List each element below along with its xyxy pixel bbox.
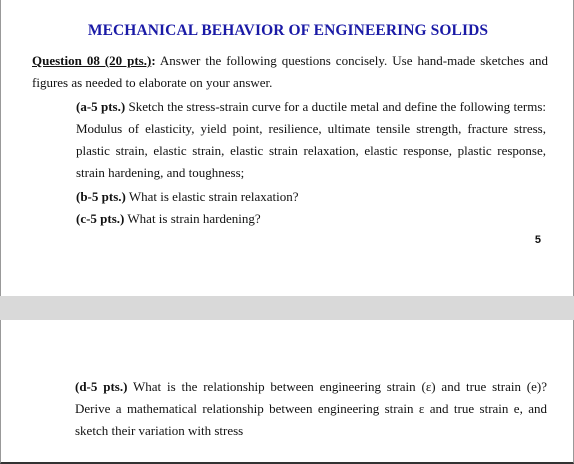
part-c-text: What is strain hardening? bbox=[124, 211, 261, 226]
part-d bbox=[75, 376, 547, 442]
part-a-text: Sketch the stress-strain curve for a ductile metal and define the following terms: Modulus of elasticity, yield point, resilience, ultimate tensile strength, fracture stress, plastic strain, elastic strain, elastic strain relaxation, elastic response, plastic response, strain hardening, and toughness; bbox=[76, 99, 546, 180]
part-b-text: What is elastic strain relaxation? bbox=[125, 189, 299, 204]
part-c-label: (c-5 pts.) bbox=[76, 211, 125, 226]
part-b bbox=[76, 186, 546, 208]
question-label-colon: : bbox=[151, 53, 156, 68]
question-label: Question 08 (20 pts.) bbox=[32, 53, 152, 68]
page-separator bbox=[0, 296, 574, 320]
part-a bbox=[76, 96, 546, 184]
part-d-label: (d-5 pts.) bbox=[75, 379, 128, 394]
question-heading bbox=[32, 50, 548, 94]
question-instructions: Answer the following questions concisely. Use hand-made sketches and figures as needed to elaborate on your answer. bbox=[32, 53, 548, 90]
page-number: 5 bbox=[534, 234, 541, 246]
part-c bbox=[76, 208, 546, 230]
part-a-label: (a-5 pts.) bbox=[76, 99, 126, 114]
part-d-text: What is the relationship between engineering strain (ε) and true strain (e)? Derive a mathematical relationship between engineering strain ε and true strain e, and sketch their variation with stress bbox=[75, 379, 547, 438]
part-b-label: (b-5 pts.) bbox=[76, 189, 126, 204]
document-title: MECHANICAL BEHAVIOR OF ENGINEERING SOLIDS bbox=[87, 22, 489, 39]
